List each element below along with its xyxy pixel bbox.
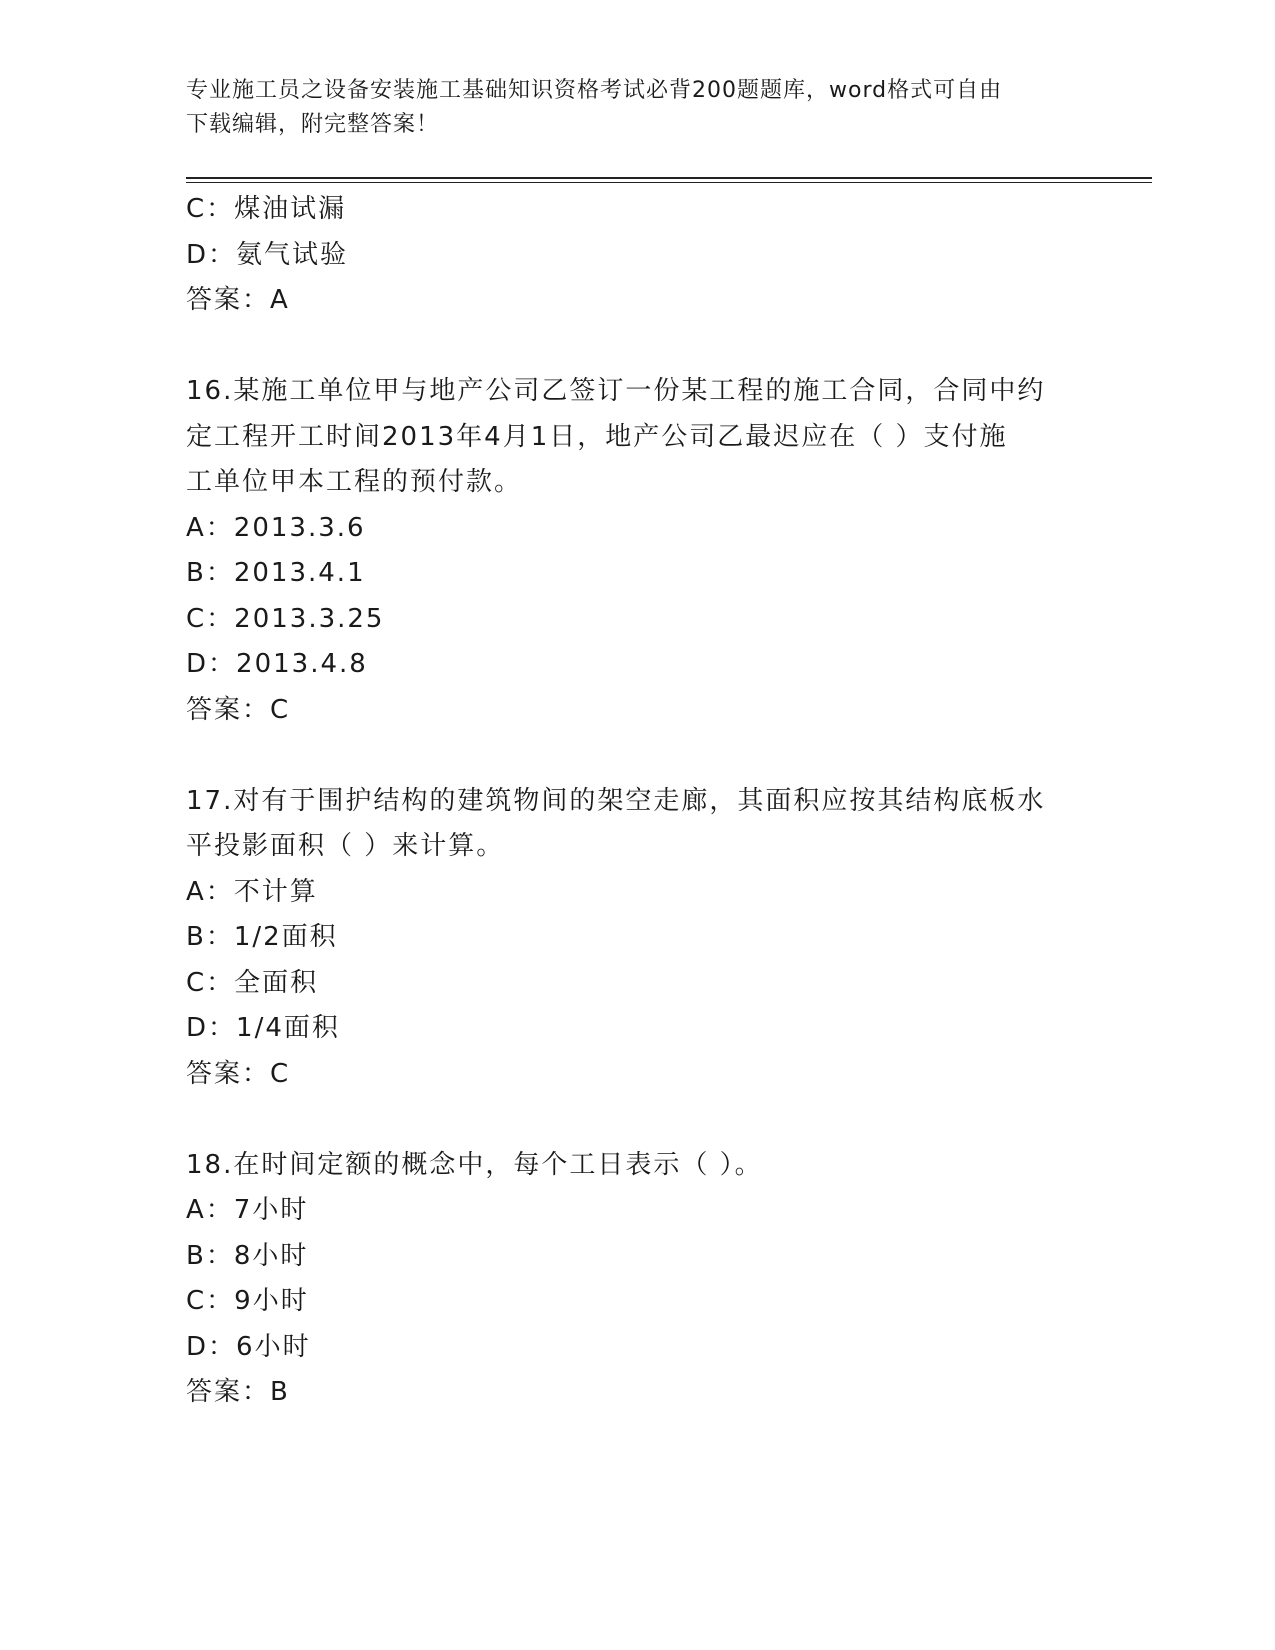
option-d: D：2013.4.8	[186, 649, 368, 679]
answer-line: 答案：C	[186, 1058, 291, 1089]
answer-line: 答案：A	[186, 285, 290, 315]
option-d: D：1/4面积	[186, 1013, 340, 1043]
option-b: B：2013.4.1	[186, 558, 366, 588]
question-text-line: 工单位甲本工程的预付款。	[186, 467, 523, 497]
question-17	[186, 779, 1086, 1098]
question-18	[186, 1143, 1086, 1416]
header-line-2: 下载编辑，附完整答案！	[186, 112, 440, 137]
option-c: C：煤油试漏	[186, 194, 347, 224]
header-rule-thin	[186, 182, 1152, 183]
document-header	[186, 74, 1066, 142]
question-16	[186, 369, 1086, 733]
spacer	[186, 324, 1086, 370]
question-15-continuation	[186, 187, 1086, 324]
option-c: C：9小时	[186, 1286, 309, 1316]
answer-line: 答案：B	[186, 1377, 290, 1407]
question-text-line: 平投影面积（ ）来计算。	[186, 831, 505, 861]
option-d: D：氨气试验	[186, 239, 349, 270]
question-text-line: 18.在时间定额的概念中，每个工日表示（ ）。	[186, 1149, 763, 1180]
option-c: C：2013.3.25	[186, 603, 385, 634]
spacer	[186, 733, 1086, 779]
option-b: B：8小时	[186, 1240, 309, 1271]
question-text-line: 定工程开工时间2013年4月1日，地产公司乙最迟应在（ ）支付施	[186, 421, 1008, 452]
header-rule-thick	[186, 177, 1152, 179]
option-c: C：全面积	[186, 967, 319, 998]
question-text-line: 16.某施工单位甲与地产公司乙签订一份某工程的施工合同，合同中约	[186, 376, 1046, 406]
question-text-line: 17.对有于围护结构的建筑物间的架空走廊，其面积应按其结构底板水	[186, 785, 1046, 816]
option-d: D：6小时	[186, 1331, 311, 1362]
document-body	[186, 187, 1086, 1416]
option-a: A：2013.3.6	[186, 512, 366, 543]
option-a: A：不计算	[186, 876, 318, 907]
header-line-1: 专业施工员之设备安装施工基础知识资格考试必背200题题库，word格式可自由	[186, 78, 1003, 103]
answer-line: 答案：C	[186, 694, 291, 725]
option-a: A：7小时	[186, 1195, 309, 1225]
spacer	[186, 1097, 1086, 1143]
option-b: B：1/2面积	[186, 922, 338, 952]
